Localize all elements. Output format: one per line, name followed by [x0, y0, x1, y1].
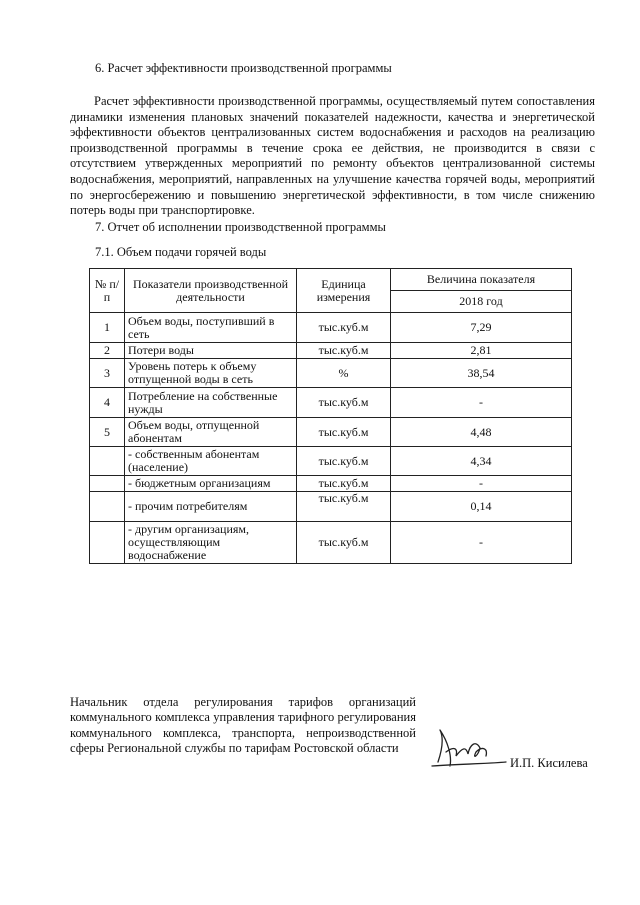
table-row	[90, 476, 572, 492]
table-row	[90, 313, 572, 343]
row-indicator: Уровень потерь к объему отпущенной воды в сеть	[125, 359, 297, 388]
row-value: 38,54	[391, 359, 572, 388]
hot-water-volume-table	[89, 268, 572, 564]
row-num	[90, 447, 125, 476]
row-unit: тыс.куб.м	[297, 522, 391, 564]
row-unit: тыс.куб.м	[297, 447, 391, 476]
section-7-heading: 7. Отчет об исполнении производственной программы	[95, 220, 386, 234]
table-row	[90, 522, 572, 564]
row-num	[90, 522, 125, 564]
table-row	[90, 418, 572, 447]
header-year: 2018 год	[391, 291, 572, 313]
section-7-1-heading: 7.1. Объем подачи горячей воды	[95, 245, 267, 259]
row-indicator: Объем воды, поступивший в сеть	[125, 313, 297, 343]
table-row	[90, 388, 572, 418]
row-value: 7,29	[391, 313, 572, 343]
row-unit: %	[297, 359, 391, 388]
row-indicator: - собственным абонентам (население)	[125, 447, 297, 476]
signatory-position: Начальник отдела регулирования тарифов организаций коммунального комплекса управления тарифного регулирования коммунального комплекса, транспорта, непроизводственной сферы Региональной службы по тарифам Ростовской области	[70, 695, 416, 756]
row-unit: тыс.куб.м	[297, 492, 391, 522]
row-unit: тыс.куб.м	[297, 343, 391, 359]
table-row	[90, 359, 572, 388]
row-value: 2,81	[391, 343, 572, 359]
row-value: 4,34	[391, 447, 572, 476]
row-unit: тыс.куб.м	[297, 313, 391, 343]
row-indicator: Потребление на собственные нужды	[125, 388, 297, 418]
row-value: 4,48	[391, 418, 572, 447]
row-num: 4	[90, 388, 125, 418]
row-unit: тыс.куб.м	[297, 476, 391, 492]
row-indicator: - другим организациям, осуществляющим водоснабжение	[125, 522, 297, 564]
row-num: 3	[90, 359, 125, 388]
section-6-text: Расчет эффективности производственной программы, осуществляемый путем сопоставления динамики изменения плановых значений показателей надежности, качества и энергетической эффективности объектов централизованных систем водоснабжения и расходов на реализацию производственной программы в течение срока ее действия, не производится в связи с отсутствием утвержденных мероприятий по ремонту объектов централизованной системы водоснабжения, мероприятий, направленных на улучшение качества горячей воды, мероприятий по энергосбережению и повышению энергетической эффективности, в том числе снижению потерь воды при транспортировке.	[70, 94, 595, 218]
row-indicator: Потери воды	[125, 343, 297, 359]
row-value: 0,14	[391, 492, 572, 522]
handwritten-signature	[428, 722, 508, 772]
row-num	[90, 476, 125, 492]
row-num: 1	[90, 313, 125, 343]
table-row	[90, 447, 572, 476]
row-unit: тыс.куб.м	[297, 418, 391, 447]
signatory-name: И.П. Кисилева	[510, 756, 588, 770]
row-indicator: Объем воды, отпущенной абонентам	[125, 418, 297, 447]
header-value: Величина показателя	[391, 269, 572, 291]
header-unit: Единица измерения	[297, 269, 391, 313]
row-num: 5	[90, 418, 125, 447]
row-unit: тыс.куб.м	[297, 388, 391, 418]
table-row	[90, 343, 572, 359]
row-value: -	[391, 522, 572, 564]
row-num: 2	[90, 343, 125, 359]
row-indicator: - прочим потребителям	[125, 492, 297, 522]
row-value: -	[391, 388, 572, 418]
row-num	[90, 492, 125, 522]
table-row	[90, 492, 572, 522]
row-indicator: - бюджетным организациям	[125, 476, 297, 492]
header-indicator: Показатели производственной деятельности	[125, 269, 297, 313]
section-6-heading: 6. Расчет эффективности производственной программы	[95, 61, 392, 75]
row-value: -	[391, 476, 572, 492]
header-num: № п/п	[90, 269, 125, 313]
